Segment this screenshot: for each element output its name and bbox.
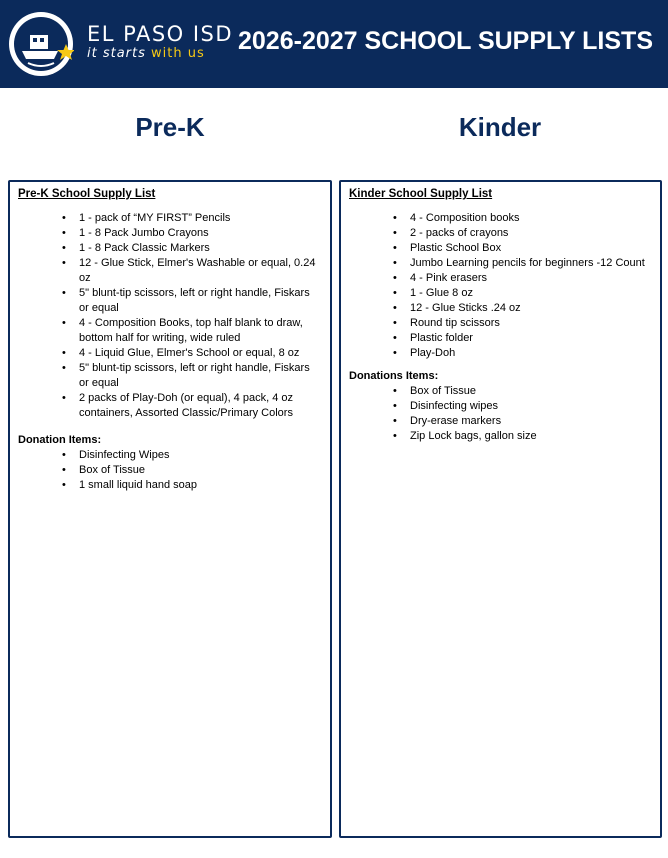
prek-donation-list <box>18 448 320 493</box>
list-item: • Jumbo Learning pencils for beginners -12 Count <box>410 256 650 271</box>
kinder-donation-list <box>349 384 650 444</box>
list-item: • 4 - Composition Books, top half blank to draw, bottom half for writing, wide ruled <box>79 316 320 346</box>
el-paso-isd-logo-icon <box>8 11 74 77</box>
prek-donation-heading: Donation Items: <box>18 434 102 446</box>
list-item: • 2 - packs of crayons <box>410 226 650 241</box>
list-item: • Disinfecting Wipes <box>79 448 320 463</box>
list-item: • 1 - Glue 8 oz <box>410 286 650 301</box>
list-item: • 12 - Glue Sticks .24 oz <box>410 301 650 316</box>
prek-column-title: Pre-K <box>135 112 205 142</box>
brand-name: EL PASO ISD <box>87 22 234 46</box>
list-item: • 1 - 8 Pack Classic Markers <box>79 241 320 256</box>
list-item: • Dry-erase markers <box>410 414 650 429</box>
list-item: • Disinfecting wipes <box>410 399 650 414</box>
list-item: • 5" blunt-tip scissors, left or right handle, Fiskars or equal <box>79 361 320 391</box>
kinder-column-title: Kinder <box>458 112 542 142</box>
kinder-supply-list <box>349 211 650 361</box>
prek-supply-list <box>18 211 320 421</box>
list-item: • Plastic School Box <box>410 241 650 256</box>
list-item: • Play-Doh <box>410 346 650 361</box>
list-item: • Round tip scissors <box>410 316 650 331</box>
brand-tagline <box>87 46 205 61</box>
list-item: • 4 - Composition books <box>410 211 650 226</box>
list-item: • Box of Tissue <box>410 384 650 399</box>
kinder-supply-panel <box>339 180 662 838</box>
list-item: • 1 - 8 Pack Jumbo Crayons <box>79 226 320 241</box>
list-item: • 4 - Liquid Glue, Elmer's School or equal, 8 oz <box>79 346 320 361</box>
list-item: • 5" blunt-tip scissors, left or right handle, Fiskars or equal <box>79 286 320 316</box>
page-header <box>0 0 668 88</box>
tagline-accent: with us <box>151 46 205 61</box>
prek-supply-panel <box>8 180 332 838</box>
list-item: • 1 small liquid hand soap <box>79 478 320 493</box>
list-item: • Zip Lock bags, gallon size <box>410 429 650 444</box>
list-item: • 4 - Pink erasers <box>410 271 650 286</box>
kinder-list-heading: Kinder School Supply List <box>349 188 493 200</box>
tagline-prefix: it starts <box>87 46 152 61</box>
page-title: 2026-2027 SCHOOL SUPPLY LISTS <box>238 27 654 55</box>
list-item: • Plastic folder <box>410 331 650 346</box>
list-item: • 1 - pack of “MY FIRST” Pencils <box>79 211 320 226</box>
list-item: • Box of Tissue <box>79 463 320 478</box>
prek-list-heading: Pre-K School Supply List <box>18 188 156 200</box>
list-item: • 12 - Glue Stick, Elmer's Washable or equal, 0.24 oz <box>79 256 320 286</box>
list-item: • 2 packs of Play-Doh (or equal), 4 pack, 4 oz containers, Assorted Classic/Primary Colors <box>79 391 320 421</box>
kinder-donation-heading: Donations Items: <box>349 370 439 382</box>
